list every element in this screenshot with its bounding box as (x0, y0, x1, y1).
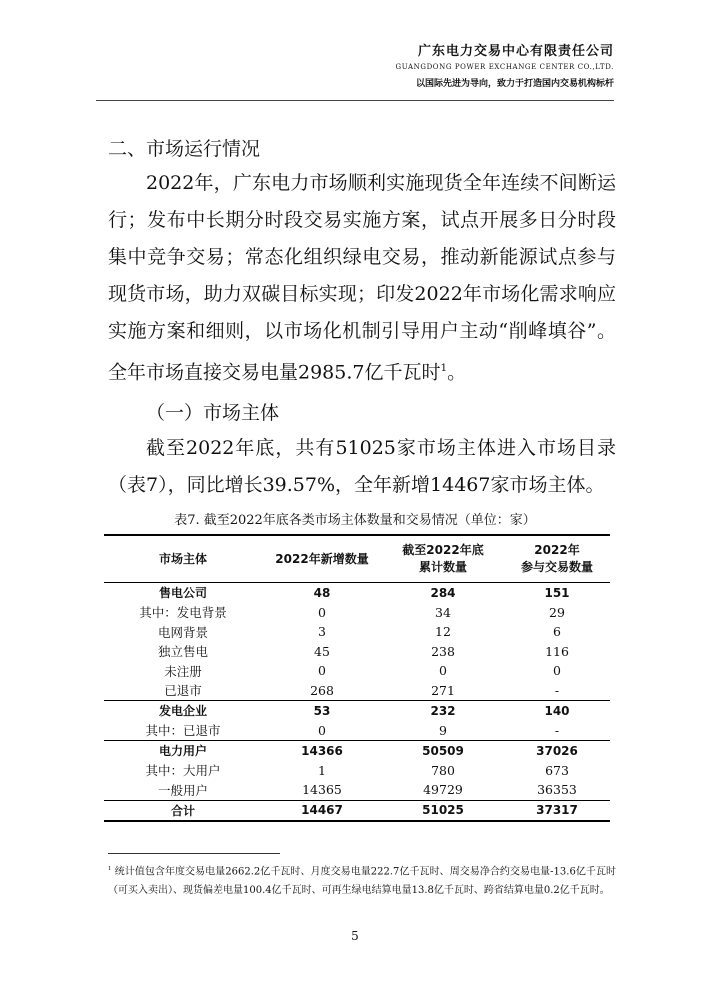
cell-new: 45 (314, 643, 330, 659)
footnote-reference[interactable]: 1 (440, 362, 448, 374)
cell-traded: 37026 (504, 741, 610, 761)
header-company-name: 广东电力交易中心有限责任公司 (417, 44, 614, 59)
cell-total: 271 (431, 682, 455, 698)
footnote (108, 860, 616, 900)
table-row (104, 661, 610, 681)
cell-total: 238 (431, 643, 455, 659)
cell-total: 232 (382, 701, 504, 721)
cell-traded: - (554, 682, 560, 698)
cell-traded: 151 (504, 583, 610, 603)
table-row (104, 583, 610, 603)
cell-traded: 36353 (537, 782, 577, 798)
table-header-row (104, 535, 610, 583)
section-title: 二、市场运行情况 (108, 138, 261, 160)
row-name: 电网背景 (157, 624, 208, 640)
table-row (104, 701, 610, 721)
paragraph-market-overview-end: 。 (447, 361, 467, 384)
cell-new: 268 (310, 682, 334, 698)
cell-total: 51025 (382, 800, 504, 821)
cell-traded: 140 (504, 701, 610, 721)
row-name: 电力用户 (104, 741, 262, 761)
table-row (104, 681, 610, 701)
header-traded-2022: 2022年 参与交易数量 (504, 535, 610, 583)
footnote-mark: 1 (108, 866, 112, 872)
subsection-title: （一）市场主体 (146, 402, 280, 424)
row-name: 合计 (104, 800, 262, 821)
cell-new: 14366 (262, 741, 382, 761)
footnote-divider (108, 853, 280, 854)
header-divider (96, 100, 614, 101)
cell-total: 12 (435, 624, 451, 640)
cell-new: 48 (262, 583, 382, 603)
cell-total: 0 (439, 663, 447, 679)
cell-new: 14467 (262, 800, 382, 821)
table-row (104, 642, 610, 662)
cell-new: 3 (318, 624, 326, 640)
paragraph-market-entities-text: 截至2022年底，共有51025家市场主体进入市场目录（表7），同比增长39.57%，全年新增14467家市场主体。 (108, 437, 616, 496)
cell-traded: 37317 (504, 800, 610, 821)
header-company-english: GUANGDONG POWER EXCHANGE CENTER CO.,LTD. (395, 63, 614, 71)
header-cumulative: 截至2022年底 累计数量 (382, 535, 504, 583)
cell-traded: 673 (545, 762, 569, 778)
cell-new: 0 (318, 604, 326, 620)
page-number: 5 (351, 929, 359, 943)
cell-traded: 29 (549, 604, 565, 620)
table-row (104, 741, 610, 761)
cell-new: 0 (318, 663, 326, 679)
cell-traded: 0 (553, 663, 561, 679)
footnote-text: 统计值包含年度交易电量2662.2亿千瓦时、月度交易电量222.7亿千瓦时、周交易净合约交易电量-13.6亿千瓦时（可买入卖出）、现货偏差电量100.4亿千瓦时、可再生绿电结算电量13.8亿千瓦时、跨省结算电量0.2亿千瓦时。 (108, 866, 616, 897)
paragraph-market-entities (108, 430, 616, 504)
table-row (104, 761, 610, 781)
table-row (104, 622, 610, 642)
row-name: 发电企业 (104, 701, 262, 721)
table-row (104, 721, 610, 741)
cell-total: 284 (382, 583, 504, 603)
cell-total: 9 (439, 722, 447, 738)
row-name: 一般用户 (157, 782, 208, 798)
row-name: 其中：发电背景 (139, 605, 227, 621)
row-name: 未注册 (164, 663, 202, 679)
row-name: 其中：大用户 (145, 763, 221, 779)
cell-traded: 6 (553, 624, 561, 640)
paragraph-market-overview (108, 165, 616, 391)
cell-total: 780 (431, 762, 455, 778)
table-row (104, 780, 610, 800)
market-entities-table (104, 534, 610, 822)
cell-new: 1 (318, 762, 326, 778)
row-name: 已退市 (164, 683, 202, 699)
header-new-2022: 2022年新增数量 (262, 535, 382, 583)
cell-new: 14365 (302, 782, 342, 798)
cell-new: 0 (318, 722, 326, 738)
row-name: 售电公司 (104, 583, 262, 603)
table-caption: 表7. 截至2022年底各类市场主体数量和交易情况（单位：家） (174, 513, 536, 528)
table-total-row (104, 800, 610, 821)
page-header (396, 40, 614, 89)
cell-total: 49729 (423, 782, 463, 798)
cell-new: 53 (262, 701, 382, 721)
cell-total: 50509 (382, 741, 504, 761)
row-name: 独立售电 (157, 644, 208, 660)
cell-traded: - (554, 722, 560, 738)
paragraph-market-overview-text: 2022年，广东电力市场顺利实施现货全年连续不间断运行；发布中长期分时段交易实施方案，试点开展多日分时段集中竞争交易；常态化组织绿电交易，推动新能源试点参与现货市场，助力双碳目标实现；印发2022年市场化需求响应实施方案和细则，以市场化机制引导用户主动“削峰填谷”。全年市场直接交易电量2985.7亿千瓦时 (108, 172, 616, 384)
header-market-entity: 市场主体 (104, 535, 262, 583)
cell-total: 34 (435, 604, 451, 620)
row-name: 其中：已退市 (145, 723, 221, 739)
cell-traded: 116 (545, 643, 569, 659)
header-slogan: 以国际先进为导向，致力于打造国内交易机构标杆 (415, 79, 614, 89)
table-row (104, 603, 610, 623)
